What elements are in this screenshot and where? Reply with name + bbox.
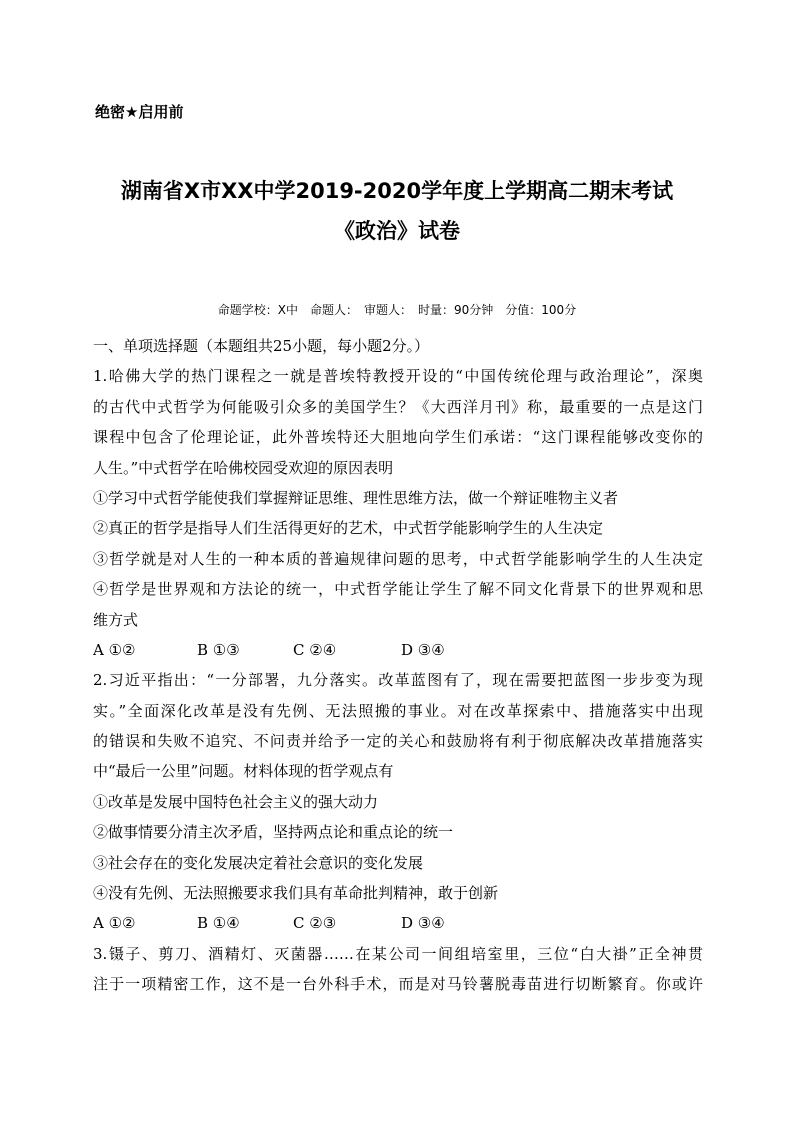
- option-d: D ③④: [401, 640, 445, 659]
- question-line: 中“最后一公里”问题。材料体现的哲学观点有: [93, 762, 394, 781]
- question-line: 注于一项精密工作，这不是一台外科手术，而是对马铃薯脱毒苗进行切断繁育。你或许: [93, 975, 703, 994]
- section-heading: 一、单项选择题（本题组共25小题，每小题2分。）: [93, 337, 430, 355]
- question-line: 2.习近平指出：“一分部署，九分落实。改革蓝图有了，现在需要把蓝图一步步变为现: [93, 671, 703, 690]
- statement-line: ②真正的哲学是指导人们生活得更好的艺术，中式哲学能影响学生的人生决定: [93, 519, 604, 538]
- statement-line: ③社会存在的变化发展决定着社会意识的变化发展: [93, 853, 424, 872]
- question-line: 实。”全面深化改革是没有先例、无法照搬的事业。对在改革探索中、措施落实中出现: [93, 701, 703, 720]
- exam-title: 湖南省X市XX中学2019-2020学年度上学期高二期末考试: [120, 179, 674, 203]
- option-b: B ①③: [197, 640, 240, 659]
- option-a: A ①②: [93, 640, 136, 659]
- question-line: 1.哈佛大学的热门课程之一就是普埃特教授开设的“中国传统伦理与政治理论”，深奥: [93, 367, 703, 386]
- question-line: 的错误和失败不追究、不问责并给予一定的关心和鼓励将有利于彻底解决改革措施落实: [93, 732, 703, 751]
- question-line: 课程中包含了伦理论证，此外普埃特还大胆地向学生们承诺：“这门课程能够改变你的: [93, 428, 703, 447]
- classification-label: 绝密★启用前: [95, 103, 184, 121]
- exam-subject-title: 《政治》试卷: [334, 219, 460, 243]
- statement-line: 维方式: [93, 610, 139, 629]
- statement-line: ②做事情要分清主次矛盾，坚持两点论和重点论的统一: [93, 823, 454, 842]
- option-c: C ②③: [293, 914, 337, 933]
- question-line: 3.镊子、剪刀、酒精灯、灭菌器……在某公司一间组培室里，三位“白大褂”正全神贯: [93, 944, 703, 963]
- option-b: B ①④: [197, 914, 240, 933]
- question-line: 的古代中式哲学为何能吸引众多的美国学生？《大西洋月刊》称，最重要的一点是这门: [93, 397, 703, 416]
- statement-line: ①改革是发展中国特色社会主义的强大动力: [93, 792, 379, 811]
- statement-line: ①学习中式哲学能使我们掌握辩证思维、理性思维方法，做一个辩证唯物主义者: [93, 488, 619, 507]
- option-a: A ①②: [93, 914, 136, 933]
- statement-line: ④没有先例、无法照搬要求我们具有革命批判精神，敢于创新: [93, 884, 499, 903]
- exam-meta-info: 命题学校：X中 命题人： 审题人： 时量：90分钟 分值：100分: [217, 303, 577, 317]
- exam-body: [93, 331, 703, 1000]
- statement-line: ③哲学就是对人生的一种本质的普遍规律问题的思考，中式哲学能影响学生的人生决定: [93, 549, 703, 568]
- option-c: C ②④: [293, 640, 337, 659]
- answer-options: [93, 635, 703, 665]
- answer-options: [93, 908, 703, 938]
- question-line: 人生。”中式哲学在哈佛校园受欢迎的原因表明: [93, 458, 394, 477]
- option-d: D ③④: [401, 914, 445, 933]
- statement-line: ④哲学是世界观和方法论的统一，中式哲学能让学生了解不同文化背景下的世界观和思: [93, 580, 703, 599]
